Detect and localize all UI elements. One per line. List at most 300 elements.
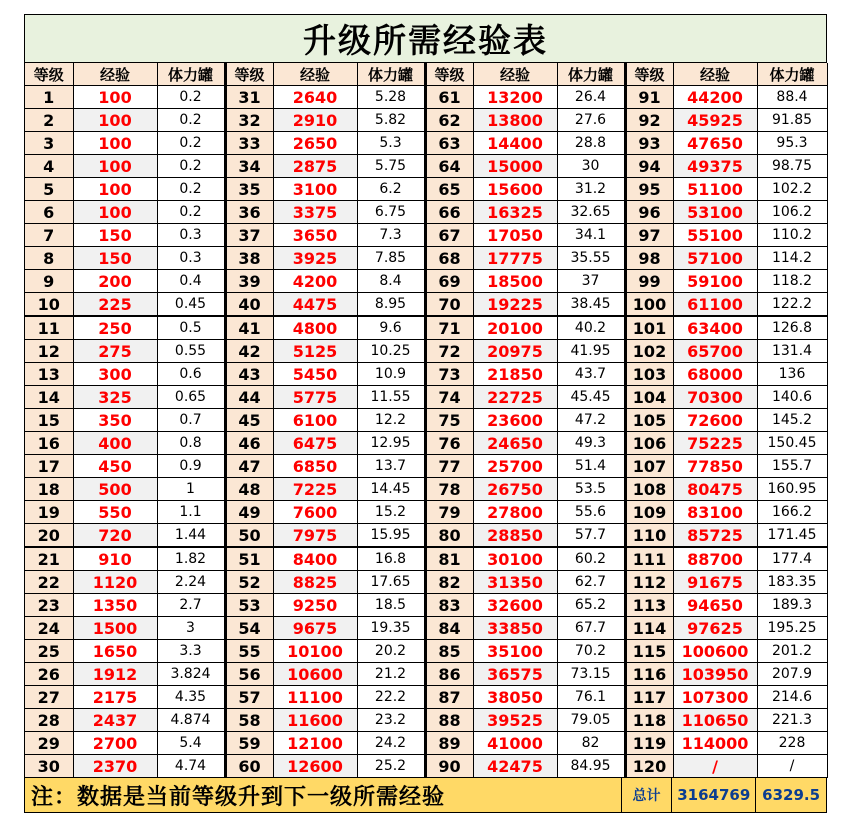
level-cell: 61 [425, 86, 473, 109]
stamina-cell: 98.75 [757, 155, 827, 178]
stamina-cell: 30 [557, 155, 625, 178]
level-cell: 56 [225, 663, 273, 686]
stamina-cell: 32.65 [557, 201, 625, 224]
level-cell: 65 [425, 178, 473, 201]
xp-cell: 11100 [273, 686, 357, 709]
stamina-cell: 145.2 [757, 409, 827, 432]
stamina-cell: 21.2 [357, 663, 425, 686]
stamina-cell: 8.4 [357, 270, 425, 293]
level-cell: 7 [25, 224, 73, 247]
stamina-cell: 16.8 [357, 547, 425, 571]
header-stamina: 体力罐 [757, 63, 827, 86]
xp-cell: 23600 [473, 409, 557, 432]
level-cell: 70 [425, 293, 473, 317]
table-row [25, 247, 827, 270]
xp-cell: 350 [73, 409, 157, 432]
stamina-cell: 150.45 [757, 432, 827, 455]
level-cell: 78 [425, 478, 473, 501]
level-cell: 76 [425, 432, 473, 455]
xp-cell: 2175 [73, 686, 157, 709]
stamina-cell: 0.45 [157, 293, 225, 317]
xp-cell: 30100 [473, 547, 557, 571]
table-row [25, 640, 827, 663]
stamina-cell: 73.15 [557, 663, 625, 686]
level-cell: 36 [225, 201, 273, 224]
xp-cell: 18500 [473, 270, 557, 293]
stamina-cell: 0.2 [157, 201, 225, 224]
table-row [25, 293, 827, 317]
level-cell: 15 [25, 409, 73, 432]
level-cell: 71 [425, 316, 473, 340]
table-row [25, 478, 827, 501]
xp-cell: 49375 [673, 155, 757, 178]
xp-cell: 2875 [273, 155, 357, 178]
header-xp: 经验 [73, 63, 157, 86]
stamina-cell: 12.2 [357, 409, 425, 432]
stamina-cell: 5.75 [357, 155, 425, 178]
xp-cell: 14400 [473, 132, 557, 155]
level-cell: 119 [625, 732, 673, 755]
level-cell: 19 [25, 501, 73, 524]
level-cell: 35 [225, 178, 273, 201]
xp-cell: 72600 [673, 409, 757, 432]
level-cell: 72 [425, 340, 473, 363]
level-cell: 31 [225, 86, 273, 109]
table-row [25, 386, 827, 409]
xp-cell: 2910 [273, 109, 357, 132]
level-cell: 60 [225, 755, 273, 778]
stamina-cell: 1 [157, 478, 225, 501]
stamina-cell: 91.85 [757, 109, 827, 132]
xp-cell: 250 [73, 316, 157, 340]
stamina-cell: 53.5 [557, 478, 625, 501]
stamina-cell: 13.7 [357, 455, 425, 478]
stamina-cell: 5.82 [357, 109, 425, 132]
level-cell: 100 [625, 293, 673, 317]
xp-cell: 100600 [673, 640, 757, 663]
xp-cell: 150 [73, 247, 157, 270]
stamina-cell: 131.4 [757, 340, 827, 363]
stamina-cell: 95.3 [757, 132, 827, 155]
xp-cell: 5450 [273, 363, 357, 386]
level-cell: 23 [25, 594, 73, 617]
stamina-cell: 189.3 [757, 594, 827, 617]
stamina-cell: 177.4 [757, 547, 827, 571]
stamina-cell: 0.2 [157, 178, 225, 201]
xp-cell: 10600 [273, 663, 357, 686]
stamina-cell: 0.4 [157, 270, 225, 293]
xp-cell: 2370 [73, 755, 157, 778]
stamina-cell: 34.1 [557, 224, 625, 247]
xp-cell: 100 [73, 86, 157, 109]
table-row [25, 686, 827, 709]
xp-cell: 26750 [473, 478, 557, 501]
level-cell: 47 [225, 455, 273, 478]
level-cell: 21 [25, 547, 73, 571]
table-row [25, 663, 827, 686]
level-cell: 80 [425, 524, 473, 548]
stamina-cell: 22.2 [357, 686, 425, 709]
level-cell: 32 [225, 109, 273, 132]
level-cell: 5 [25, 178, 73, 201]
xp-cell: 42475 [473, 755, 557, 778]
level-cell: 99 [625, 270, 673, 293]
header-xp: 经验 [273, 63, 357, 86]
xp-cell: 325 [73, 386, 157, 409]
level-cell: 25 [25, 640, 73, 663]
stamina-cell: 51.4 [557, 455, 625, 478]
stamina-cell: 0.2 [157, 132, 225, 155]
stamina-cell: 8.95 [357, 293, 425, 317]
level-cell: 40 [225, 293, 273, 317]
header-row [25, 63, 827, 86]
xp-cell: 47650 [673, 132, 757, 155]
stamina-cell: 15.2 [357, 501, 425, 524]
stamina-cell: 37 [557, 270, 625, 293]
stamina-cell: 10.9 [357, 363, 425, 386]
level-cell: 57 [225, 686, 273, 709]
stamina-cell: 18.5 [357, 594, 425, 617]
level-cell: 48 [225, 478, 273, 501]
xp-cell: 6100 [273, 409, 357, 432]
level-cell: 62 [425, 109, 473, 132]
level-cell: 87 [425, 686, 473, 709]
level-cell: 115 [625, 640, 673, 663]
stamina-cell: 5.3 [357, 132, 425, 155]
xp-cell: 100 [73, 201, 157, 224]
stamina-cell: 122.2 [757, 293, 827, 317]
stamina-cell: 23.2 [357, 709, 425, 732]
level-cell: 49 [225, 501, 273, 524]
level-cell: 67 [425, 224, 473, 247]
stamina-cell: 6.75 [357, 201, 425, 224]
xp-cell: 450 [73, 455, 157, 478]
stamina-cell: 70.2 [557, 640, 625, 663]
table-row [25, 155, 827, 178]
level-cell: 20 [25, 524, 73, 548]
stamina-cell: 221.3 [757, 709, 827, 732]
level-cell: 110 [625, 524, 673, 548]
level-cell: 116 [625, 663, 673, 686]
stamina-cell: 118.2 [757, 270, 827, 293]
stamina-cell: 0.3 [157, 224, 225, 247]
level-cell: 97 [625, 224, 673, 247]
stamina-cell: 1.82 [157, 547, 225, 571]
table-row [25, 571, 827, 594]
stamina-cell: 15.95 [357, 524, 425, 548]
xp-cell: 1650 [73, 640, 157, 663]
xp-cell: 65700 [673, 340, 757, 363]
xp-cell: 6850 [273, 455, 357, 478]
stamina-cell: 140.6 [757, 386, 827, 409]
level-cell: 111 [625, 547, 673, 571]
xp-cell: 63400 [673, 316, 757, 340]
level-cell: 118 [625, 709, 673, 732]
level-cell: 26 [25, 663, 73, 686]
xp-cell: 6475 [273, 432, 357, 455]
xp-cell: 8400 [273, 547, 357, 571]
xp-cell: 2700 [73, 732, 157, 755]
level-cell: 17 [25, 455, 73, 478]
stamina-cell: 1.1 [157, 501, 225, 524]
stamina-cell: 201.2 [757, 640, 827, 663]
xp-cell: 2437 [73, 709, 157, 732]
stamina-cell: 6.2 [357, 178, 425, 201]
xp-cell: 15000 [473, 155, 557, 178]
xp-cell: 5775 [273, 386, 357, 409]
xp-cell: 51100 [673, 178, 757, 201]
xp-cell: 1912 [73, 663, 157, 686]
xp-cell: 12100 [273, 732, 357, 755]
xp-cell: 2650 [273, 132, 357, 155]
level-cell: 16 [25, 432, 73, 455]
xp-cell: 13200 [473, 86, 557, 109]
total-label: 总计 [622, 778, 673, 812]
level-cell: 58 [225, 709, 273, 732]
table-row [25, 109, 827, 132]
level-cell: 22 [25, 571, 73, 594]
table-row [25, 178, 827, 201]
level-cell: 13 [25, 363, 73, 386]
level-cell: 29 [25, 732, 73, 755]
level-cell: 1 [25, 86, 73, 109]
xp-cell: 9250 [273, 594, 357, 617]
level-cell: 92 [625, 109, 673, 132]
xp-cell: 300 [73, 363, 157, 386]
stamina-cell: 47.2 [557, 409, 625, 432]
table-row [25, 132, 827, 155]
xp-cell: 97625 [673, 617, 757, 640]
xp-cell: 59100 [673, 270, 757, 293]
xp-cell: 25700 [473, 455, 557, 478]
xp-cell: 19225 [473, 293, 557, 317]
stamina-cell: 0.6 [157, 363, 225, 386]
table-title: 升级所需经验表 [25, 15, 827, 63]
level-cell: 75 [425, 409, 473, 432]
level-cell: 64 [425, 155, 473, 178]
stamina-cell: 207.9 [757, 663, 827, 686]
level-cell: 4 [25, 155, 73, 178]
header-level: 等级 [625, 63, 673, 86]
xp-cell: 910 [73, 547, 157, 571]
stamina-cell: 57.7 [557, 524, 625, 548]
stamina-cell: 102.2 [757, 178, 827, 201]
xp-cell: 13800 [473, 109, 557, 132]
level-cell: 84 [425, 617, 473, 640]
stamina-cell: 0.8 [157, 432, 225, 455]
stamina-cell: 43.7 [557, 363, 625, 386]
level-cell: 55 [225, 640, 273, 663]
level-cell: 95 [625, 178, 673, 201]
xp-cell: 4200 [273, 270, 357, 293]
level-cell: 66 [425, 201, 473, 224]
stamina-cell: 49.3 [557, 432, 625, 455]
table-row [25, 617, 827, 640]
stamina-cell: 3 [157, 617, 225, 640]
level-cell: 98 [625, 247, 673, 270]
level-cell: 54 [225, 617, 273, 640]
xp-cell: 61100 [673, 293, 757, 317]
xp-cell: 20975 [473, 340, 557, 363]
xp-cell: / [673, 755, 757, 778]
stamina-cell: 17.65 [357, 571, 425, 594]
xp-cell: 3100 [273, 178, 357, 201]
level-cell: 51 [225, 547, 273, 571]
level-cell: 77 [425, 455, 473, 478]
table-row [25, 224, 827, 247]
level-cell: 9 [25, 270, 73, 293]
xp-cell: 33850 [473, 617, 557, 640]
stamina-cell: 76.1 [557, 686, 625, 709]
header-stamina: 体力罐 [157, 63, 225, 86]
xp-cell: 12600 [273, 755, 357, 778]
stamina-cell: 31.2 [557, 178, 625, 201]
xp-cell: 7600 [273, 501, 357, 524]
table-row [25, 455, 827, 478]
stamina-cell: 0.5 [157, 316, 225, 340]
level-cell: 41 [225, 316, 273, 340]
xp-cell: 75225 [673, 432, 757, 455]
xp-cell: 15600 [473, 178, 557, 201]
header-xp: 经验 [673, 63, 757, 86]
stamina-cell: 55.6 [557, 501, 625, 524]
stamina-cell: 88.4 [757, 86, 827, 109]
header-stamina: 体力罐 [557, 63, 625, 86]
xp-cell: 85725 [673, 524, 757, 548]
level-cell: 42 [225, 340, 273, 363]
stamina-cell: 4.35 [157, 686, 225, 709]
level-cell: 43 [225, 363, 273, 386]
xp-cell: 44200 [673, 86, 757, 109]
table-footer [25, 778, 827, 813]
xp-cell: 31350 [473, 571, 557, 594]
level-cell: 34 [225, 155, 273, 178]
stamina-cell: 27.6 [557, 109, 625, 132]
stamina-cell: 60.2 [557, 547, 625, 571]
level-cell: 27 [25, 686, 73, 709]
xp-cell: 150 [73, 224, 157, 247]
level-cell: 94 [625, 155, 673, 178]
stamina-cell: 228 [757, 732, 827, 755]
xp-cell: 1500 [73, 617, 157, 640]
header-level: 等级 [25, 63, 73, 86]
header-level: 等级 [425, 63, 473, 86]
table-row [25, 86, 827, 109]
xp-cell: 200 [73, 270, 157, 293]
xp-cell: 7225 [273, 478, 357, 501]
level-cell: 105 [625, 409, 673, 432]
level-cell: 59 [225, 732, 273, 755]
table-row [25, 524, 827, 548]
xp-cell: 550 [73, 501, 157, 524]
stamina-cell: 45.45 [557, 386, 625, 409]
stamina-cell: 0.3 [157, 247, 225, 270]
stamina-cell: 79.05 [557, 709, 625, 732]
xp-cell: 32600 [473, 594, 557, 617]
xp-cell: 100 [73, 109, 157, 132]
xp-cell: 17775 [473, 247, 557, 270]
stamina-cell: 136 [757, 363, 827, 386]
xp-cell: 11600 [273, 709, 357, 732]
xp-cell: 107300 [673, 686, 757, 709]
xp-cell: 94650 [673, 594, 757, 617]
level-cell: 74 [425, 386, 473, 409]
level-cell: 109 [625, 501, 673, 524]
level-cell: 44 [225, 386, 273, 409]
stamina-cell: 2.24 [157, 571, 225, 594]
stamina-cell: 195.25 [757, 617, 827, 640]
xp-cell: 225 [73, 293, 157, 317]
xp-cell: 3650 [273, 224, 357, 247]
stamina-cell: 4.74 [157, 755, 225, 778]
stamina-cell: 110.2 [757, 224, 827, 247]
xp-cell: 39525 [473, 709, 557, 732]
xp-cell: 27800 [473, 501, 557, 524]
stamina-cell: 41.95 [557, 340, 625, 363]
level-cell: 114 [625, 617, 673, 640]
xp-cell: 77850 [673, 455, 757, 478]
level-cell: 101 [625, 316, 673, 340]
stamina-cell: 0.7 [157, 409, 225, 432]
stamina-cell: 67.7 [557, 617, 625, 640]
table-row [25, 201, 827, 224]
stamina-cell: 38.45 [557, 293, 625, 317]
level-cell: 91 [625, 86, 673, 109]
level-cell: 83 [425, 594, 473, 617]
xp-cell: 103950 [673, 663, 757, 686]
level-cell: 88 [425, 709, 473, 732]
xp-cell: 7975 [273, 524, 357, 548]
stamina-cell: 0.2 [157, 155, 225, 178]
level-cell: 120 [625, 755, 673, 778]
stamina-cell: 14.45 [357, 478, 425, 501]
stamina-cell: 0.65 [157, 386, 225, 409]
footer-note: 注：数据是当前等级升到下一级所需经验 [25, 778, 622, 812]
level-cell: 93 [625, 132, 673, 155]
level-cell: 104 [625, 386, 673, 409]
xp-cell: 400 [73, 432, 157, 455]
xp-cell: 720 [73, 524, 157, 548]
xp-cell: 70300 [673, 386, 757, 409]
xp-cell: 100 [73, 178, 157, 201]
stamina-cell: 0.55 [157, 340, 225, 363]
level-cell: 46 [225, 432, 273, 455]
stamina-cell: 12.95 [357, 432, 425, 455]
level-cell: 28 [25, 709, 73, 732]
stamina-cell: 160.95 [757, 478, 827, 501]
level-cell: 86 [425, 663, 473, 686]
xp-cell: 17050 [473, 224, 557, 247]
level-cell: 8 [25, 247, 73, 270]
xp-cell: 21850 [473, 363, 557, 386]
xp-cell: 35100 [473, 640, 557, 663]
xp-cell: 20100 [473, 316, 557, 340]
stamina-cell: 7.3 [357, 224, 425, 247]
xp-cell: 8825 [273, 571, 357, 594]
stamina-cell: 19.35 [357, 617, 425, 640]
xp-cell: 114000 [673, 732, 757, 755]
table-row [25, 409, 827, 432]
level-cell: 69 [425, 270, 473, 293]
xp-table [25, 63, 828, 778]
stamina-cell: 4.874 [157, 709, 225, 732]
level-cell: 107 [625, 455, 673, 478]
stamina-cell: 114.2 [757, 247, 827, 270]
stamina-cell: 82 [557, 732, 625, 755]
level-cell: 37 [225, 224, 273, 247]
xp-cell: 9675 [273, 617, 357, 640]
level-cell: 30 [25, 755, 73, 778]
